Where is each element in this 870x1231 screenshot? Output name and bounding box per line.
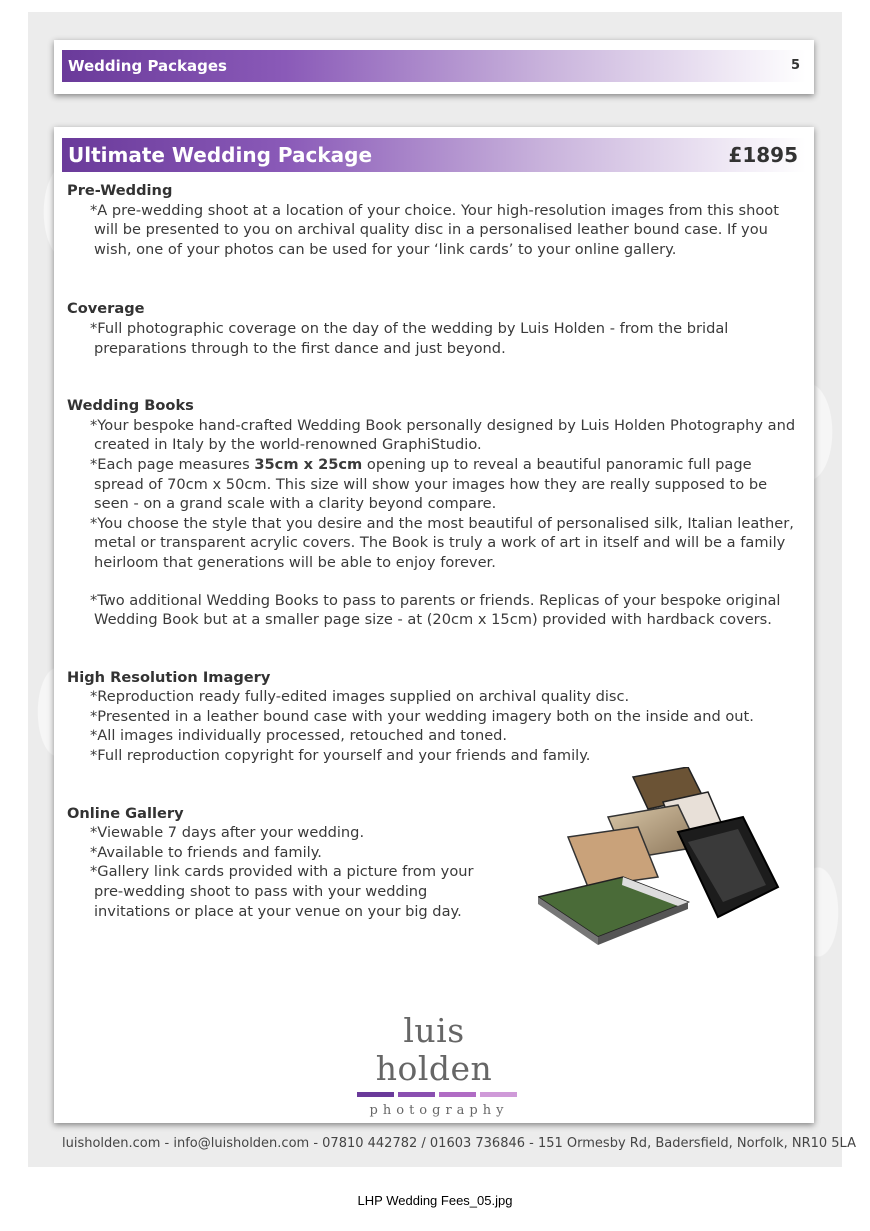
section-heading: Online Gallery [67, 804, 184, 822]
brand-logo [344, 1012, 524, 1118]
package-panel [54, 127, 814, 1123]
section-heading: Coverage [67, 300, 145, 318]
footer-contact: luisholden.com - info@luisholden.com - 07810 442782 / 01603 736846 - 151 Ormesby Rd, Badersfield, Norfolk, NR10 5LA [62, 1136, 856, 1151]
list-item: *Reproduction ready fully-edited images supplied on archival quality disc. [90, 688, 630, 706]
logo-name: luis holden [375, 1011, 493, 1088]
list-item: *Two additional Wedding Books to pass to parents or friends. Replicas of your bespoke original Wedding Book but at a smaller page size - at (20cm x 15cm) provided with hardback covers. [90, 591, 781, 629]
list-item: *Full reproduction copyright for yourself and your friends and family. [90, 747, 591, 765]
package-price: £1895 [728, 143, 798, 167]
coverage-section [67, 299, 805, 358]
list-item: *Your bespoke hand-crafted Wedding Book personally designed by Luis Holden Photography and created in Italy by the world-renowned GraphiStudio. [90, 416, 796, 454]
item-text: opening up to reveal a beautiful panoramic full page spread of 70cm x 50cm. This size will show your images how they are really supposed to be seen - on a grand scale with a clarity beyond compare. [94, 455, 768, 513]
logo-color-bars [350, 1092, 524, 1097]
package-title-bar [62, 138, 806, 172]
list-item: *Available to friends and family. [90, 843, 322, 861]
logo-bar [480, 1092, 517, 1097]
page-number: 5 [790, 58, 800, 73]
section-heading: Wedding Books [67, 397, 194, 415]
logo-bar [398, 1092, 435, 1097]
list-item: *You choose the style that you desire and the most beautiful of personalised silk, Italian leather, metal or transparent acrylic covers. The Book is truly a work of art in itself and will be a family heirloom that generations will be able to enjoy forever. [90, 514, 794, 571]
logo-subtitle: photography [369, 1103, 509, 1118]
wedding-books-image [538, 767, 788, 952]
gallery-section [67, 804, 507, 922]
logo-bar [439, 1092, 476, 1097]
logo-bar [357, 1092, 394, 1097]
header-bar [62, 50, 806, 82]
list-item: *Presented in a leather bound case with your wedding imagery both on the inside and out. [90, 707, 754, 725]
list-item [71, 455, 805, 514]
pre-wedding-section [67, 181, 805, 259]
section-heading: High Resolution Imagery [67, 668, 271, 686]
wedding-books-section [67, 396, 805, 630]
item-text: *Each page measures [90, 455, 255, 473]
package-title: Ultimate Wedding Package [68, 143, 373, 167]
list-item: *Gallery link cards provided with a picture from your pre-wedding shoot to pass with your wedding invitations or place at your venue on your big day. [90, 863, 474, 920]
image-caption: LHP Wedding Fees_05.jpg [357, 1193, 513, 1208]
section-title: Wedding Packages [68, 57, 227, 75]
section-heading: Pre-Wedding [67, 182, 173, 199]
list-item: *All images individually processed, retouched and toned. [90, 727, 508, 745]
list-item: *Viewable 7 days after your wedding. [90, 824, 365, 842]
list-item: *Full photographic coverage on the day of the wedding by Luis Holden - from the bridal preparations through to the first dance and just beyond. [90, 319, 729, 357]
imagery-section [67, 668, 805, 766]
page-size-emphasis: 35cm x 25cm [254, 455, 363, 473]
header-panel [54, 40, 814, 94]
list-item: *A pre-wedding shoot at a location of your choice. Your high-resolution images from this shoot will be presented to you on archival quality disc in a personalised leather bound case. If you wish, one of your photos can be used for your ‘link cards’ to your online gallery. [90, 201, 779, 258]
